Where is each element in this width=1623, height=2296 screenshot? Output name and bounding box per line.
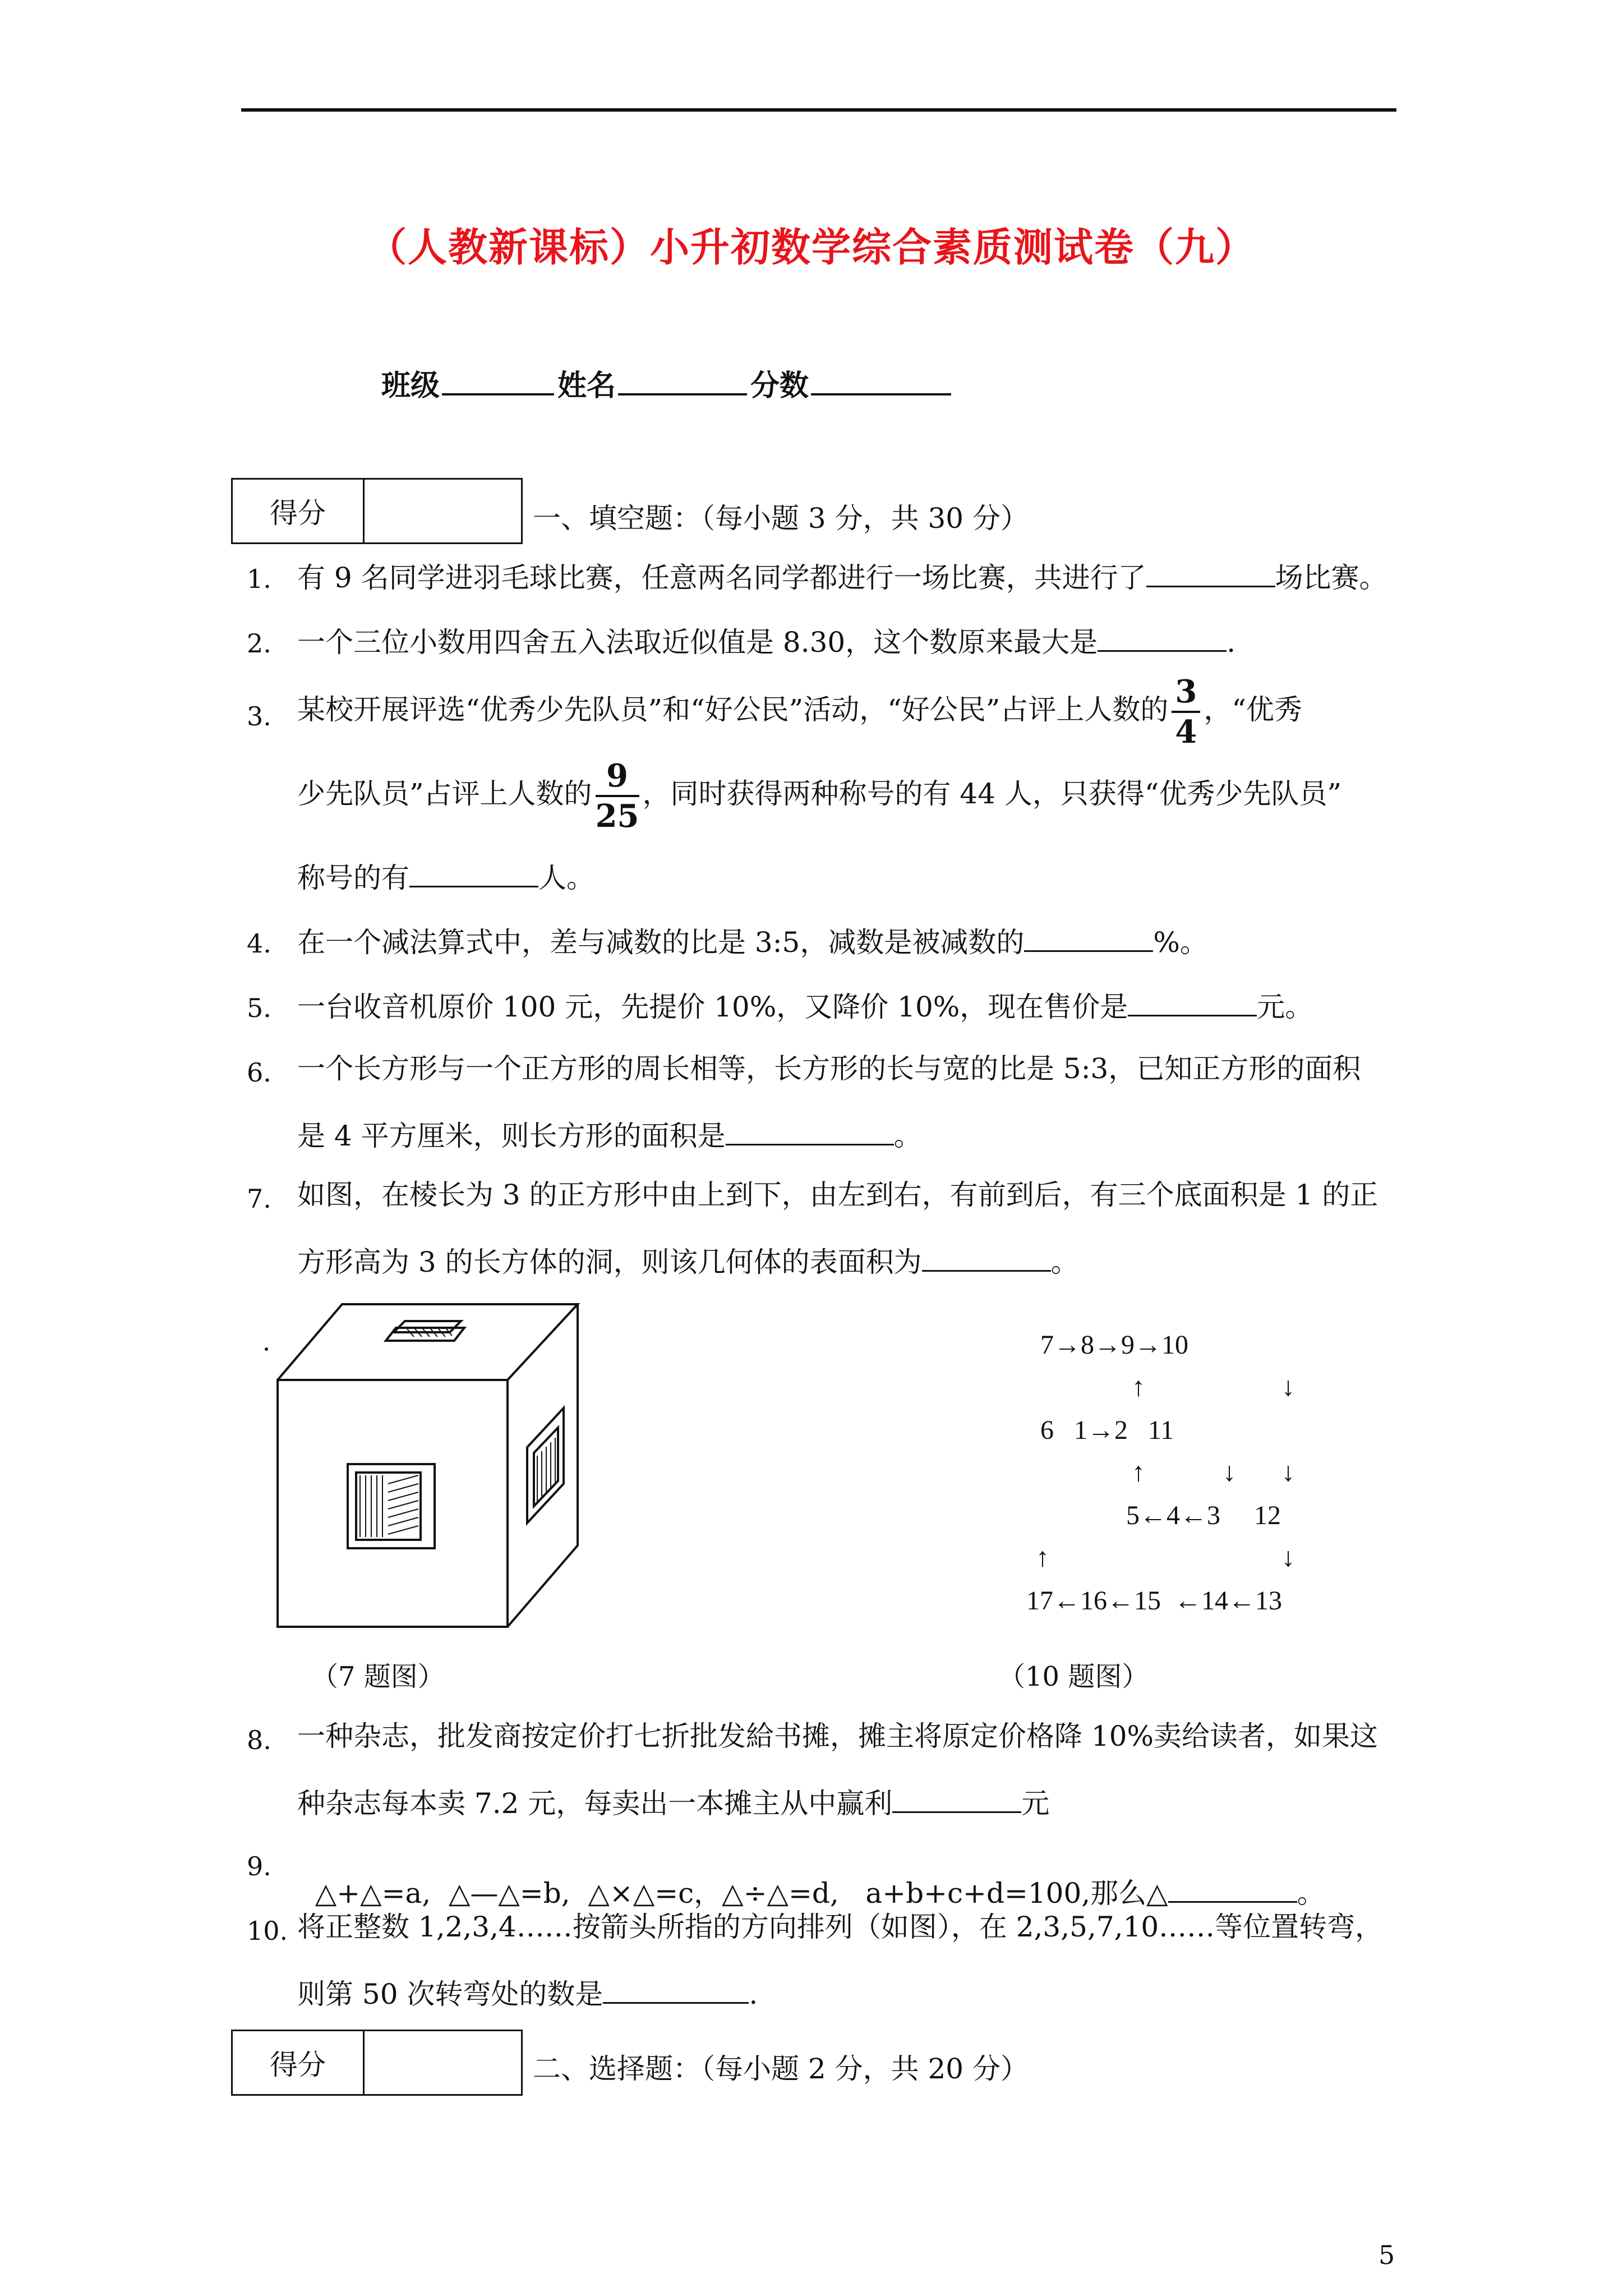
q3-line2-b: ，同时获得两种称号的有 44 人，只获得“优秀少先队员” [642,777,1342,810]
seq-row2: 6 1→2 11 [1040,1415,1174,1445]
q10-line1: 将正整数 1,2,3,4……按箭头所指的方向排列（如图），在 2,3,5,7,10……等位置转弯， [297,1911,1384,1943]
q7-line2 [297,1245,1079,1276]
q7-line2-a: 方形高为 3 的长方体的洞，则该几何体的表面积为 [297,1246,922,1278]
section1-score-value[interactable] [365,480,521,542]
seq-row4: 17←16←15 ←14←13 [1026,1586,1282,1616]
seq-arrow-up-1: ↑ [1132,1372,1145,1402]
q2-text-a: 一个三位小数用四舍五入法取近似值是 8.30，这个数原来最大是 [297,626,1098,659]
q8-line1: 一种杂志，批发商按定价打七折批发給书摊，摊主将原定价格降 10%卖给读者，如果这 [297,1720,1378,1752]
q3-line2 [297,757,1342,835]
q9-text [297,1848,1325,1910]
section2-score-value[interactable] [365,2031,521,2094]
page-title: （人教新课标）小升初数学综合素质测试卷（九） [367,224,1256,270]
q5-number: 5. [247,993,271,1023]
q3-line2-a: 少先队员”占评上人数的 [297,777,592,810]
figure7-caption: （7 题图） [311,1661,445,1692]
q1-text [297,561,1387,592]
q7-line2-b: 。 [1050,1246,1079,1278]
q2-number: 2. [247,628,271,659]
q5-text-b: 元。 [1257,991,1313,1023]
q10-number: 10. [247,1916,288,1946]
cube-figure [264,1293,623,1641]
q8-answer-blank[interactable] [892,1787,1021,1813]
fraction2-denominator: 25 [595,798,639,835]
q7-line1: 如图，在棱长为 3 的正方形中由上到下，由左到右，有前到后，有三个底面积是 1 的正 [297,1179,1378,1211]
page-number: 5 [1378,2240,1395,2270]
fraction-3-4 [1172,673,1200,751]
seq-arrow-down-1: ↓ [1281,1372,1295,1402]
q6-line1: 一个长方形与一个正方形的周长相等，长方形的长与宽的比是 5:3，已知正方形的面积 [297,1052,1361,1085]
q6-line2-b: 。 [893,1120,922,1152]
class-label: 班级 [381,369,440,403]
q3-line1-b: ，“优秀 [1204,693,1302,726]
q2-text-b: . [1227,626,1236,659]
q10-answer-blank[interactable] [603,1977,749,2004]
name-label: 姓名 [557,369,616,403]
seq-arrow-up-3: ↑ [1036,1543,1049,1572]
q8-line2-a: 种杂志每本卖 7.2 元，每卖出一本摊主从中赢利 [297,1787,893,1820]
q5-text [297,990,1313,1021]
q9-answer-blank[interactable] [1168,1876,1297,1903]
q3-line3-a: 称号的有 [297,862,409,894]
header-rule [241,108,1396,112]
student-info-line [381,362,955,404]
q5-text-a: 一台收音机原价 100 元，先提价 10%，又降价 10%，现在售价是 [297,991,1128,1023]
q9-text-a: △+△=a, △—△=b, △×△=c，△÷△=d, a+b+c+d=100,那么△ [315,1877,1168,1910]
q6-line2-a: 是 4 平方厘米，则长方形的面积是 [297,1120,726,1152]
q8-line2 [297,1787,1049,1818]
q10-line2-a: 则第 50 次转弯处的数是 [297,1978,603,2010]
q4-text [297,926,1208,959]
fraction1-numerator: 3 [1172,676,1200,713]
q10-line2 [297,1977,758,2008]
q6-number: 6. [247,1057,271,1088]
seq-arrow-down-3: ↓ [1281,1457,1295,1487]
seq-arrow-down-2: ↓ [1223,1457,1236,1487]
section2-score-box [231,2030,523,2096]
seq-row1: 7→8→9→10 [1040,1330,1188,1360]
q3-line3-b: 人。 [538,862,594,894]
section1-score-box [231,478,523,544]
section2-heading: 二、选择题：（每小题 2 分，共 20 分） [533,2053,1029,2085]
q1-answer-blank[interactable] [1146,561,1275,587]
q9-number: 9. [247,1851,271,1881]
class-blank[interactable] [442,366,554,395]
q6-line2 [297,1119,922,1150]
q4-answer-blank[interactable] [1024,926,1153,952]
q4-text-a: 在一个减法算式中，差与减数的比是 3:5，减数是被减数的 [297,926,1025,959]
q8-line2-b: 元 [1021,1787,1050,1820]
q1-text-b: 场比赛。 [1275,562,1387,594]
q4-number: 4. [247,928,271,959]
q5-answer-blank[interactable] [1128,990,1257,1016]
seq-row3: 5←4←3 12 [1126,1501,1281,1530]
q3-line3 [297,861,594,892]
fraction2-numerator: 9 [596,760,639,797]
q2-answer-blank[interactable] [1098,625,1227,652]
q7-answer-blank[interactable] [922,1245,1051,1272]
q7-number: 7. [247,1184,271,1214]
name-blank[interactable] [618,366,747,395]
q9-text-b: 。 [1297,1877,1325,1910]
q1-number: 1. [247,564,271,594]
q1-text-a: 有 9 名同学进羽毛球比赛，任意两名同学都进行一场比赛，共进行了 [297,562,1146,594]
figure10-caption: （10 题图） [998,1661,1149,1692]
q6-answer-blank[interactable] [726,1119,894,1145]
seq-arrow-up-2: ↑ [1132,1457,1145,1487]
q3-answer-blank[interactable] [409,861,538,887]
q3-line1 [297,673,1302,751]
fraction-9-25 [595,757,639,835]
section2-score-label: 得分 [233,2031,365,2094]
section1-score-label: 得分 [233,480,365,542]
q2-text [297,625,1236,659]
q3-number: 3. [247,701,271,731]
fraction1-denominator: 4 [1175,714,1197,751]
q8-number: 8. [247,1725,271,1755]
score-label: 分数 [750,369,809,403]
q3-line1-a: 某校开展评选“优秀少先队员”和“好公民”活动，“好公民”占评上人数的 [297,693,1169,726]
score-blank[interactable] [811,366,951,395]
section1-heading: 一、填空题：（每小题 3 分，共 30 分） [533,502,1029,535]
q10-line2-b: . [749,1978,758,2010]
q4-text-b: %。 [1153,926,1208,959]
seq-arrow-down-4: ↓ [1281,1543,1295,1572]
